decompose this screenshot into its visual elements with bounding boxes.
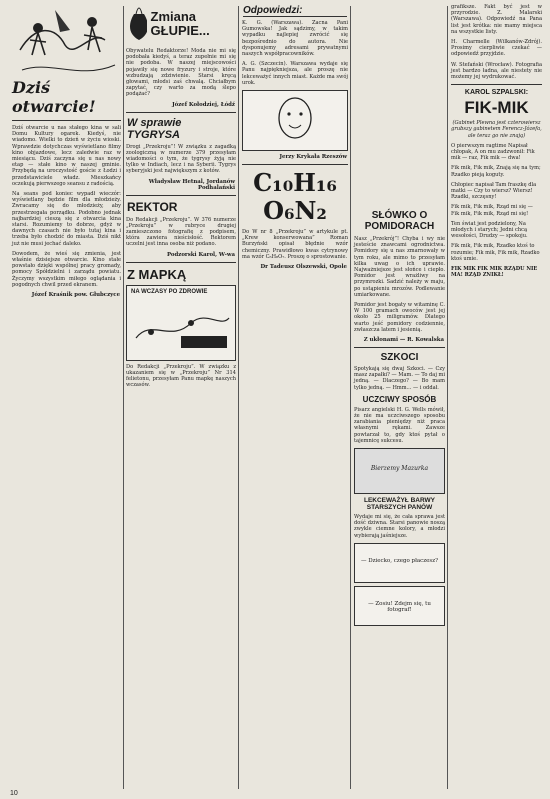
divider xyxy=(242,164,348,165)
article-signature: Jerzy Krykała Rzeszów xyxy=(279,154,347,161)
page-number: 10 xyxy=(10,790,18,797)
divider xyxy=(12,120,121,121)
divider xyxy=(126,262,236,263)
cartoon-caption: — Dziecko, czego płaczesz? xyxy=(360,557,439,564)
article-signature: Józef Kołodziej, Łódź xyxy=(172,101,235,108)
author-name: KAROL SZPALSKI: xyxy=(464,89,529,97)
cartoon-caption: — Zosiu! Zdejm się, tu fotograf! xyxy=(368,600,431,613)
article-body: Na seans pod koniec wypadł wieczór: wyświetlany będzie film dla młodzieży. Zwracamy się do młodzieży, aby przestrzegała porządku. Podobno jednak najbardziej cieszą się z otwarcia kina starsi. Rozumiemy to dobrze, gdyż w dawnych czasach nie było tutaj kina i trzeba było chodzić do miasta. Dziś nikt już nie musi jechać daleko. xyxy=(12,191,121,247)
article-body: Pisarz angielski H. G. Wells mówił, że nie ma uczciwszego sposobu zarabiania pieniędzy niż praca własnymi rękami. Zawsze powtarzał to, gdy ktoś pytał o tajemnicę sukcesu. xyxy=(354,406,445,444)
article-title-mapka: Z MAPKĄ xyxy=(127,266,187,282)
poem-stanza: Fik mik, Fik mik, Rząd mi się — Fik mik, Fik mik, Rząd mi się! xyxy=(451,204,533,217)
article-title-uczciwy: UCZCIWY SPOSÓB xyxy=(362,394,437,404)
portrait-drawing xyxy=(242,90,348,151)
article-body: Drogi „Przekroju”! W związku z zagadką zoologiczną w numerze 379 przesyłam wiadomości o tym, że tygrysy żyją nie tylko w Indiach, lecz i na Syberii. Tygrys syberyjski jest największym z kotów. xyxy=(126,143,236,175)
poem-stanza: Fik mik, Fik mik, Rzadko ktoś to rozumie; Fik mik, Fik mik, Rzadko ktoś umie. xyxy=(451,243,540,262)
article-signature: Z ukłonami — R. Kowalska xyxy=(363,337,444,344)
column-5 xyxy=(449,0,544,799)
column-divider xyxy=(447,6,448,789)
column-4 xyxy=(352,0,447,799)
poem-stanza: Fik mik, Fik mik, Znają się na tym; Rzadko pieją koguty. xyxy=(451,165,541,178)
poem-stanza: Ten świat jest podzielony, Na młodych i starych; Jedni chcą wesołości, Drudzy — spokoju. xyxy=(451,220,528,240)
poem-stanza: Chłopiec napisał Tam fraszkę dla matki — Czy to wiersz? Wiersz! Rzadki, szczęsny! xyxy=(451,181,537,201)
answers-body: A. G. (Szczecin). Warszawa wydaje się Panu najpiękniejsza, ale proszę nie lekceważyć innych miast. Każde ma swój urok. xyxy=(242,61,348,86)
column-2 xyxy=(124,0,238,799)
answers-body: H. Charmelle (Wilkanów-Zdrój). Prosimy cierpliwie czekać — odpowiedź przyjdzie. xyxy=(451,39,542,58)
article-body: Do Redakcji „Przekroju”. W związku z ukazaniem się w „Przekroju” Nr 314 felietonu, przesyłam Panu mapkę naszych wczasów. xyxy=(126,363,236,389)
article-signature: Władysław Hetnal, Jordanów Podhalański xyxy=(148,178,235,191)
postcard-map-image xyxy=(126,285,236,361)
poem-stanza: O pierwszym ragtime Napisał chłopak, A on mu zadzwonił: Fik mik — raz, Fik mik — dwa! xyxy=(451,142,535,162)
answers-body: W. Stefański (Wrocław). Fotografia jest bardzo ładna, ale niestety nie możemy jej wydrukować. xyxy=(451,61,542,81)
vase-illustration xyxy=(126,4,147,44)
article-title-dzis-otwarcie: Dziś otwarcie! xyxy=(12,78,96,116)
poem-subtitle: (Gabinet Plewna jest czterowiersz grubszy gabinetem Ferencz-Józefa, ale teraz go nie znają) xyxy=(451,120,542,139)
divider xyxy=(126,195,236,196)
face-sketch xyxy=(245,93,345,143)
cartoon-child xyxy=(354,543,445,583)
divider xyxy=(354,347,445,348)
chemical-formula: C₁₀H₁₆O₆N₂ xyxy=(253,168,337,226)
poem-title: FIK-MIK xyxy=(464,98,529,118)
article-signature: Podzorski Karol, W-wa xyxy=(166,251,235,258)
article-body: Dowodem, że wieś się zmienia, jest właśnie dzisiejsze otwarcie. Kino stałe powstało dzięki wspólnej pracy gromady, pomocy Spółdzielni i zarządu powiatu. Życzymy wszystkim miłego oglądania i pogodnych chwil przed ekranem. xyxy=(12,250,121,288)
column-1 xyxy=(10,0,123,799)
poem-ending: FIK MIK FIK MIK RZĄDU NIE MA! RZĄD ZNIKŁ! xyxy=(451,266,538,279)
article-title-szkoci: SZKOCI xyxy=(380,352,419,364)
column-divider xyxy=(238,6,239,789)
column-divider xyxy=(350,6,351,789)
article-signature: Dr Tadeusz Olszewski, Opole xyxy=(260,264,347,271)
article-body: Obywatelu Redaktorze! Moda nie mi się podobała kiedyś, a teraz zupełnie mi się nie podoba. W naszej miejscowości pojawiły się nowe fryzury i stroje, które wzbudzają zdziwienie. Starsi kręcą głowami, młodsi zaś chwalą. Chciałbym zapytać, czy warto za modą ślepo podążać? xyxy=(126,48,236,98)
article-body: Dziś otwarcie u nas stałego kina w sali Domu Kultury ogarek. Kiedyś, nie wiadomo. Wielki to dzień w życiu wioski. Wprawdzie dotychczas wyświetlano filmy kino objazdowe, lecz zaledwie raz w miesiącu. Dziś zaczyna się u nas nowy etap — stałe kino w naszej gminie. Przybędą na uroczystość goście z Łodzi i przedstawiciele władz. Mieszkańcy oczekują pierwszego seansu z radością. xyxy=(12,125,121,187)
article-title-rektor: REKTOR xyxy=(127,199,178,214)
article-body: Do W nr 8 „Przekroju” w artykule pt. „Krew konserwowana” Roman Burzyński opisał błędnie wzór chemiczny. Prawidłowo kwas cytrynowy ma wzór C₆H₈O₇. Proszę o sprostowanie. xyxy=(242,229,348,260)
article-title-lekcewazyl: LEKCEWAŻYŁ BARWY STARSZYCH PANÓW xyxy=(363,497,436,512)
article-body: Spotykają się dwaj Szkoci. — Czy masz zapałki? — Mam. — To daj mi jedną. — Dlaczego? — Bo mam tylko jedną. — Hmm... — i oddał. xyxy=(354,366,445,391)
map-drawing xyxy=(131,298,231,353)
article-body: Pomidor jest bogaty w witaminę C. W 100 gramach owoców jest jej około 25 miligramów. Dlatego warto jeść pomidory codziennie, zwłaszcza latem i jesienią. xyxy=(354,302,445,333)
postcard-caption: NA WCZASY PO ZDROWIE xyxy=(131,288,208,295)
article-body: Do Redakcji „Przekroju”. W 376 numerze „Przekroju” w rubryce drugiej zamieszczono fotografię z podpisem, która zawiera nieścisłość. Rektorem uczelni jest inna osoba niż podano. xyxy=(126,216,236,248)
answers-body: K. G. (Warszawa). Zacna Pani Gumowska! Jak sądzimy, w takim wypadku najlepiej zwrócić się bezpośrednio do autora. Nie dysponujemy adresami prywatnymi naszych współpracowników. xyxy=(242,20,348,58)
article-title-tygrys: W sprawie TYGRYSA xyxy=(127,116,182,141)
article-body: Wydaje mi się, że cała sprawa jest dość dziwna. Starsi panowie noszą zwykle ciemne kolory, a młodzi wybierają jaśniejsze. xyxy=(354,514,445,539)
stamp-caption: Bierzemy Mazurka xyxy=(370,465,429,473)
cartoon-zosia xyxy=(354,586,445,626)
column-3 xyxy=(240,0,350,799)
odpowiedzi-title: Odpowiedzi: xyxy=(243,5,347,17)
divider xyxy=(126,112,236,113)
divider xyxy=(451,84,542,85)
article-title-zmiana: Zmiana GŁUPIE... xyxy=(150,9,210,38)
dancing-figures-illustration xyxy=(10,0,123,90)
article-signature: Józef Kraśnik pow. Głubczyce xyxy=(31,292,120,299)
stamp-image xyxy=(354,448,445,494)
answers-body: grafiksze. Fakt być jest w przyrodzie. Z. Malarski (Warszawa). Odpowiedź na Pana list jest krótka: nie mamy miejsca na wszystkie listy. xyxy=(451,4,542,35)
article-body: Nasz „Przekrój”! Chyba i wy nie jesteście znawcami ogrodnictwa. Pomidory się u nas zmarnowały w tym roku, ale mimo to przesyłam kilka uwag o ich uprawie. Najważniejsze jest słońce i ciepło. Pomidor jest wrażliwy na przymrozki. Sadzić należy w maju, po ustąpieniu mrozów. Podlewanie umiarkowane. xyxy=(354,236,445,298)
article-title-pomidorach: SŁÓWKO O POMIDORACH xyxy=(364,210,435,232)
